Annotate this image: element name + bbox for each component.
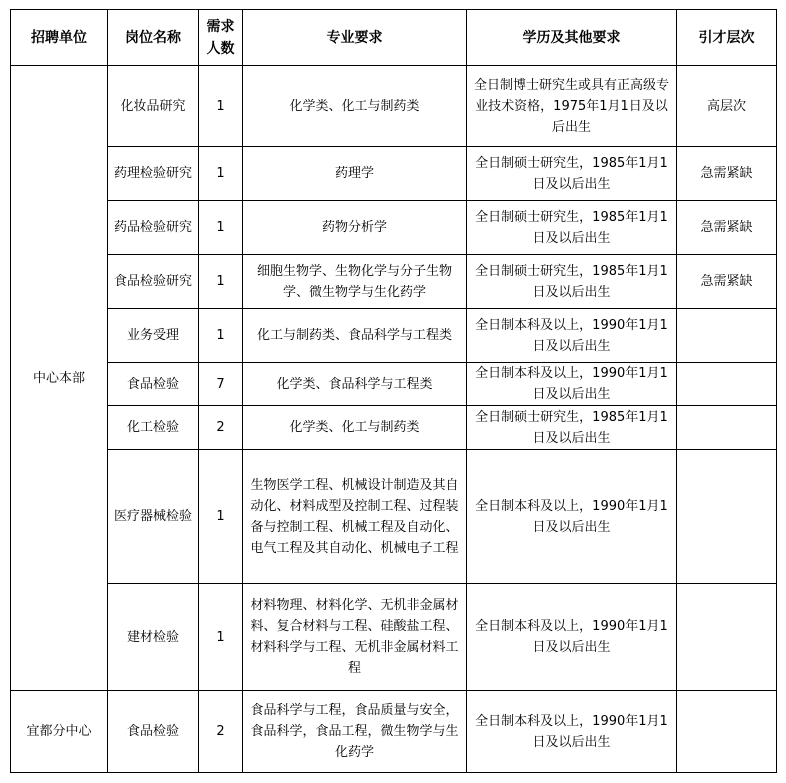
count-cell: 1 <box>199 201 243 255</box>
recruitment-table-wrapper <box>10 9 777 773</box>
position-cell: 药品检验研究 <box>108 201 199 255</box>
major-cell: 化学类、食品科学与工程类 <box>243 363 467 406</box>
header-education: 学历及其他要求 <box>467 10 677 66</box>
table-row <box>11 201 777 255</box>
table-row <box>11 450 777 584</box>
position-cell: 医疗器械检验 <box>108 450 199 584</box>
header-unit: 招聘单位 <box>11 10 108 66</box>
education-cell: 全日制硕士研究生，1985年1月1日及以后出生 <box>467 147 677 201</box>
major-cell: 化学类、化工与制药类 <box>243 406 467 450</box>
table-row <box>11 309 777 363</box>
header-row <box>11 10 777 66</box>
count-cell: 1 <box>199 450 243 584</box>
position-cell: 食品检验 <box>108 363 199 406</box>
education-cell: 全日制硕士研究生，1985年1月1日及以后出生 <box>467 406 677 450</box>
header-count: 需求人数 <box>199 10 243 66</box>
header-major: 专业要求 <box>243 10 467 66</box>
education-cell: 全日制本科及以上，1990年1月1日及以后出生 <box>467 363 677 406</box>
level-cell: 高层次 <box>677 66 777 147</box>
education-cell: 全日制本科及以上，1990年1月1日及以后出生 <box>467 584 677 691</box>
position-cell: 业务受理 <box>108 309 199 363</box>
count-cell: 1 <box>199 66 243 147</box>
level-cell <box>677 309 777 363</box>
table-row <box>11 406 777 450</box>
table-row <box>11 147 777 201</box>
major-cell: 食品科学与工程，食品质量与安全，食品科学，食品工程，微生物学与生化药学 <box>243 691 467 773</box>
header-level: 引才层次 <box>677 10 777 66</box>
major-cell: 化工与制药类、食品科学与工程类 <box>243 309 467 363</box>
unit-cell: 中心本部 <box>11 66 108 691</box>
education-cell: 全日制硕士研究生，1985年1月1日及以后出生 <box>467 201 677 255</box>
level-cell <box>677 406 777 450</box>
recruitment-table <box>10 9 777 773</box>
table-row <box>11 66 777 147</box>
header-position: 岗位名称 <box>108 10 199 66</box>
level-cell <box>677 691 777 773</box>
level-cell: 急需紧缺 <box>677 255 777 309</box>
count-cell: 1 <box>199 584 243 691</box>
level-cell <box>677 450 777 584</box>
table-row <box>11 255 777 309</box>
count-cell: 1 <box>199 147 243 201</box>
level-cell <box>677 363 777 406</box>
major-cell: 药物分析学 <box>243 201 467 255</box>
table-row <box>11 691 777 773</box>
major-cell: 生物医学工程、机械设计制造及其自动化、材料成型及控制工程、过程装备与控制工程、机械工程及自动化、电气工程及其自动化、机械电子工程 <box>243 450 467 584</box>
count-cell: 7 <box>199 363 243 406</box>
count-cell: 2 <box>199 406 243 450</box>
position-cell: 化妆品研究 <box>108 66 199 147</box>
major-cell: 化学类、化工与制药类 <box>243 66 467 147</box>
education-cell: 全日制博士研究生或具有正高级专业技术资格，1975年1月1日及以后出生 <box>467 66 677 147</box>
education-cell: 全日制硕士研究生，1985年1月1日及以后出生 <box>467 255 677 309</box>
major-cell: 材料物理、材料化学、无机非金属材料、复合材料与工程、硅酸盐工程、材料科学与工程、无机非金属材料工程 <box>243 584 467 691</box>
position-cell: 化工检验 <box>108 406 199 450</box>
count-cell: 1 <box>199 255 243 309</box>
level-cell: 急需紧缺 <box>677 201 777 255</box>
major-cell: 药理学 <box>243 147 467 201</box>
count-cell: 2 <box>199 691 243 773</box>
level-cell: 急需紧缺 <box>677 147 777 201</box>
position-cell: 食品检验 <box>108 691 199 773</box>
position-cell: 建材检验 <box>108 584 199 691</box>
table-row <box>11 584 777 691</box>
major-cell: 细胞生物学、生物化学与分子生物学、微生物学与生化药学 <box>243 255 467 309</box>
position-cell: 食品检验研究 <box>108 255 199 309</box>
education-cell: 全日制本科及以上，1990年1月1日及以后出生 <box>467 309 677 363</box>
level-cell <box>677 584 777 691</box>
education-cell: 全日制本科及以上，1990年1月1日及以后出生 <box>467 450 677 584</box>
count-cell: 1 <box>199 309 243 363</box>
unit-cell: 宜都分中心 <box>11 691 108 773</box>
education-cell: 全日制本科及以上，1990年1月1日及以后出生 <box>467 691 677 773</box>
table-row <box>11 363 777 406</box>
position-cell: 药理检验研究 <box>108 147 199 201</box>
